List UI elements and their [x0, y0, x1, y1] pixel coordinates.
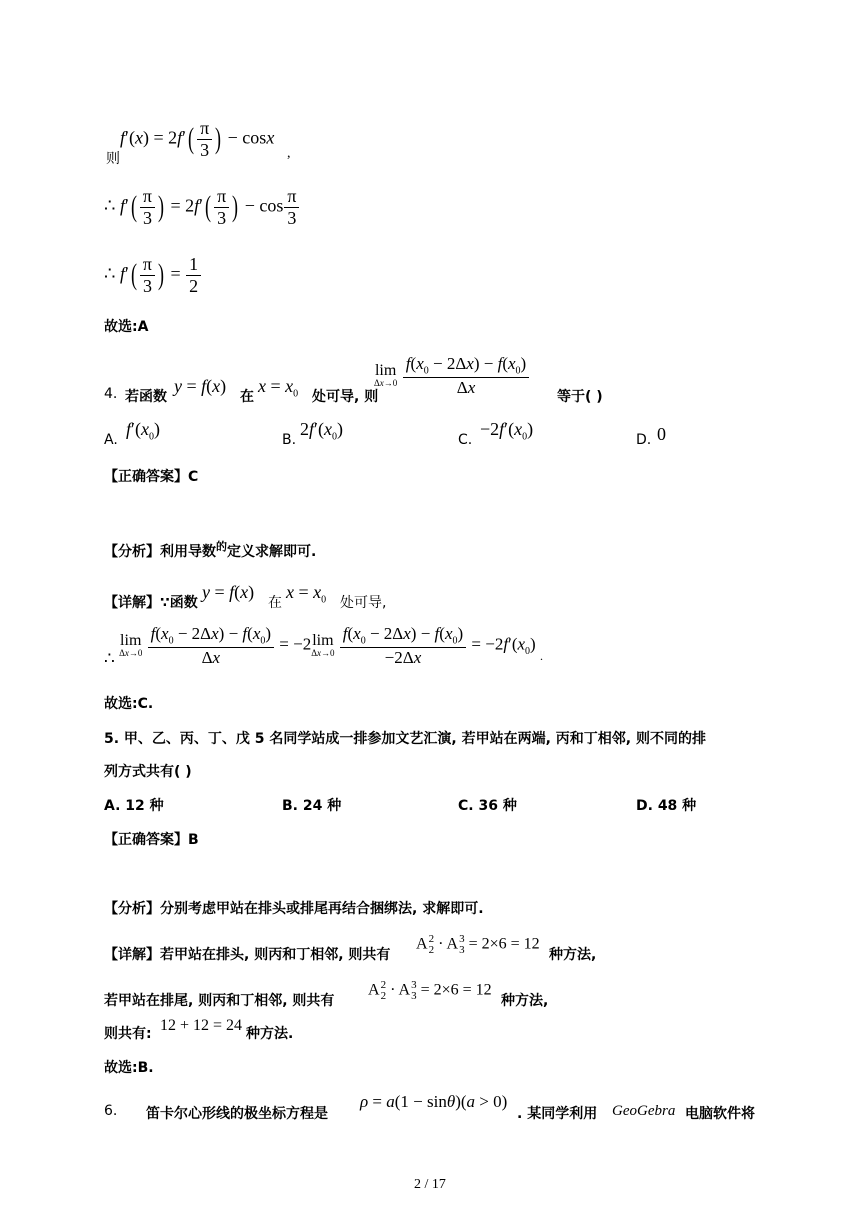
- q5-option-d: D. 48 种: [636, 798, 697, 814]
- equation-step1: ∴ f′( $\frac{\pi}{3}$ ) = 2f′( $\frac{\pi}{3}$ ) − cos $\frac{\pi}{3}$: [104, 186, 300, 228]
- q4-function-y: y = f(x): [174, 376, 227, 396]
- equation-derivative-def: f′(x) = 2f′( $\frac{\pi}{3}$ ) − cosx: [120, 118, 275, 160]
- q5-detail3-tail: 种方法.: [246, 1026, 294, 1042]
- q4-text-c: 处可导, 则: [312, 389, 379, 405]
- q4-detail-function: y = f(x): [202, 582, 255, 602]
- q4-number: 4.: [104, 386, 118, 402]
- q6-polar-equation: ρ = a(1 − sinθ)(a > 0): [360, 1092, 508, 1111]
- q5-conclusion: 故选:B.: [104, 1060, 154, 1076]
- q5-detail3-expr: 12 + 12 = 24: [160, 1017, 243, 1034]
- q4-detail-head: 【详解】∵函数: [104, 595, 198, 611]
- q5-answer: 【正确答案】B: [104, 832, 199, 848]
- q4-detail-tail: 处可导,: [340, 595, 387, 611]
- q4-text-b: 在: [240, 389, 254, 405]
- q4-text-a: 若函数: [125, 389, 167, 405]
- q6-text-c: 电脑软件将: [685, 1106, 755, 1122]
- equation-step2: ∴ f′( $\frac{\pi}{3}$ ) = $\frac{1}{2}$: [104, 254, 202, 296]
- word-ze: 则: [106, 151, 120, 167]
- q4-option-d-value: 0: [657, 424, 666, 444]
- q4-option-d-label: D.: [636, 432, 652, 448]
- q4-analysis: 【分析】利用导数$^的$定义求解即可.: [104, 540, 317, 560]
- q6-text-a: 笛卡尔心形线的极坐标方程是: [146, 1106, 328, 1122]
- q5-detail3-head: 则共有:: [104, 1026, 152, 1042]
- q5-line1: 5. 甲、乙、丙、丁、戊 5 名同学站成一排参加文艺汇演, 若甲站在两端, 丙和丁相邻, 则不同的排: [104, 731, 706, 747]
- page-indicator: 2 / 17: [414, 1177, 446, 1192]
- q4-limit-expression: lim Δx→0 $\frac{f(x_0 - 2\Delta x) - f(x_0)}{\Delta x}$: [374, 354, 530, 397]
- q4-option-c-value: $-2f'(x_0)$: [480, 419, 534, 443]
- comma: ,: [287, 146, 291, 161]
- therefore-symbol: ∴: [104, 263, 116, 284]
- q6-number: 6.: [104, 1103, 118, 1119]
- q5-detail2-head: 若甲站在排尾, 则丙和丁相邻, 则共有: [104, 993, 335, 1009]
- therefore-symbol: ∴: [104, 648, 115, 668]
- q5-detail1-head: 【详解】若甲站在排头, 则丙和丁相邻, 则共有: [104, 947, 391, 963]
- q5-line2: 列方式共有( ): [104, 764, 192, 780]
- q4-answer: 【正确答案】C: [104, 469, 199, 485]
- q4-option-a-label: A.: [104, 432, 118, 448]
- q6-text-b: . 某同学利用: [517, 1106, 598, 1122]
- q4-option-b-label: B.: [282, 432, 297, 448]
- q4-point-x0: $x = x_0$: [258, 376, 299, 400]
- q5-detail2-tail: 种方法,: [501, 993, 549, 1009]
- q5-option-c: C. 36 种: [458, 798, 517, 814]
- q4-option-a-value: $f'(x_0)$: [126, 419, 160, 443]
- q4-detail-mid: 在: [268, 595, 282, 611]
- q5-detail2-expr: A 2 2 · A 3 3 = 2×6 = 12: [368, 979, 492, 1002]
- q4-derivation: ∴ lim Δx→0 $\frac{f(x_0 - 2\Delta x) - f(x_0)}{\Delta x}$ = −2 lim Δx→0 $\frac{f(x_0 - 2\Delta x) - f(x_0)}{-2\Delta x}$ = $-2f'(x_0)$ $_.$: [104, 624, 543, 668]
- q5-analysis: 【分析】分别考虑甲站在排头或排尾再结合捆绑法, 求解即可.: [104, 901, 484, 917]
- q4-text-d: 等于( ): [557, 389, 603, 405]
- q4-option-b-value: $2f'(x_0)$: [300, 419, 343, 443]
- q5-option-a: A. 12 种: [104, 798, 164, 814]
- q6-software-name: GeoGebra: [612, 1103, 676, 1119]
- q4-detail-point: $x = x_0$: [286, 582, 327, 606]
- q4-option-c-label: C.: [458, 432, 473, 448]
- q5-detail1-expr: A 2 2 · A 3 3 = 2×6 = 12: [416, 933, 540, 956]
- prev-conclusion: 故选:A: [104, 319, 149, 335]
- therefore-symbol: ∴: [104, 195, 116, 216]
- q5-option-b: B. 24 种: [282, 798, 342, 814]
- q4-conclusion: 故选:C.: [104, 696, 154, 712]
- q5-detail1-tail: 种方法,: [549, 947, 597, 963]
